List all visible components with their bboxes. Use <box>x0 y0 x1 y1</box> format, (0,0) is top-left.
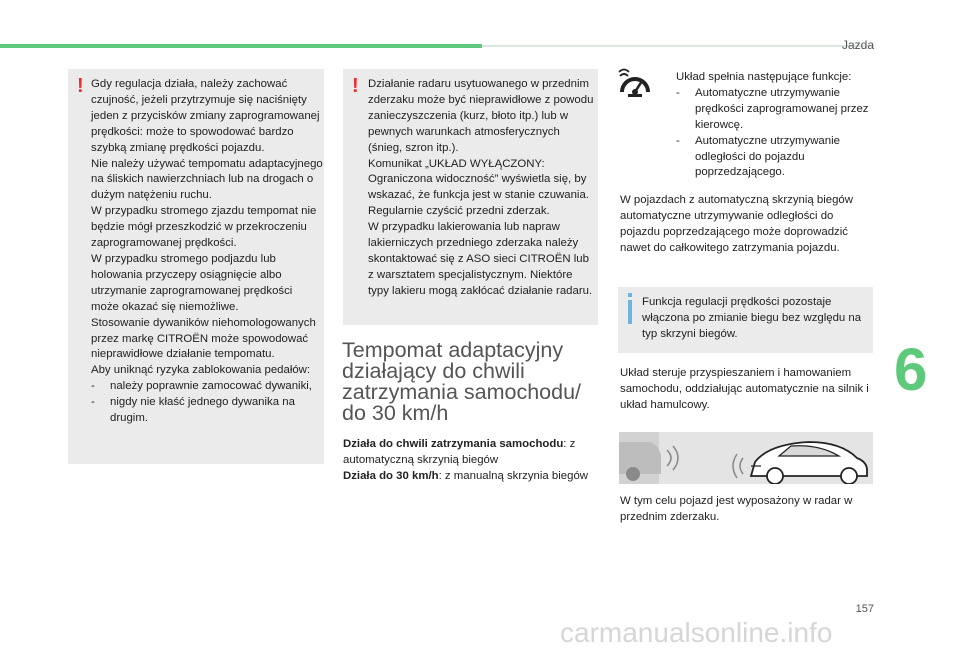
paragraph: Komunikat „UKŁAD WYŁĄCZONY: Ograniczona widoczność” wyświetla się, by wskazać, że funkcja jest w stanie czuwania. <box>368 157 589 202</box>
paragraph: W tym celu pojazd jest wyposażony w radar w przednim zderzaku. <box>620 495 853 523</box>
paragraph: Nie należy używać tempomatu adaptacyjnego na śliskich nawierzchniach lub na drogach o dużym natężeniu ruchu. <box>91 157 323 202</box>
paragraph: Działa do chwili zatrzymania samochodu: z automatyczną skrzynią biegów <box>343 438 576 466</box>
list-item: - Automatyczne utrzymywanie prędkości zaprogramowanej przez kierowcę. <box>676 86 869 131</box>
paragraph: Gdy regulacja działa, należy zachować czujność, jeżeli przytrzymuje się naciśnięty jeden z przycisków zmiany zaprogramowanej prędkości: może to spowodować bardzo szybką zmianę prędkości pojazdu. <box>91 78 320 154</box>
info-box-text: Funkcja regulacji prędkości pozostaje włączona po zmianie biegu bez względu na typ skrzyni biegów. <box>642 296 862 340</box>
paragraph: Działanie radaru usytuowanego w przednim zderzaku może być nieprawidłowe z powodu zanieczyszczenia (kurz, błoto itp.) lub w pewnych warunkach atmosferycznych (śnieg, szron itp.). <box>368 78 594 154</box>
functions-list <box>676 70 872 181</box>
list-item: - nigdy nie kłaść jednego dywanika na drugim. <box>91 396 295 425</box>
radar-speedometer-icon <box>618 68 652 98</box>
paragraph: W przypadku lakierowania lub napraw lakierniczych przedniego zderzaka należy skontaktować się z ASO sieci CITROËN lub z warsztatem specjalistycznym. Niektóre typy lakieru mogą zakłócać działanie radaru. <box>368 221 593 297</box>
section-heading: Tempomat adaptacyjny działający do chwili zatrzymania samochodu/ do 30 km/h <box>342 338 581 425</box>
section-intro <box>343 437 603 485</box>
page-number: 157 <box>855 603 874 615</box>
info-box <box>618 287 873 353</box>
warning-box-radar <box>343 69 598 325</box>
paragraph: Regularnie czyścić przedni zderzak. <box>368 205 550 218</box>
list-item: - należy poprawnie zamocować dywaniki, <box>91 380 312 393</box>
car-radar-illustration <box>619 432 873 484</box>
list-item: - Automatyczne utrzymywanie odległości do pojazdu poprzedzającego. <box>676 134 840 179</box>
warning-box-text <box>91 77 323 427</box>
paragraph: Stosowanie dywaników niehomologowanych przez markę CITROËN może spowodować nieprawidłowe działanie tempomatu. <box>91 316 316 361</box>
warning-exclamation-icon: ! <box>77 75 84 97</box>
section-name: Jazda <box>841 38 874 52</box>
warning-box-pedals <box>68 69 324 464</box>
paragraph: Układ steruje przyspieszaniem i hamowaniem samochodu, oddziałując automatycznie na silnik i układ hamulcowy. <box>620 367 869 411</box>
paragraph: W przypadku stromego podjazdu lub holowania przyczepy osiągnięcie albo utrzymanie zaprogramowanej prędkości może okazać się niemożliwe. <box>91 252 293 313</box>
info-icon <box>628 293 632 325</box>
header-accent-bar <box>0 44 482 48</box>
header-rule <box>482 45 874 47</box>
paragraph: Działa do 30 km/h: z manualną skrzynia biegów <box>343 469 589 482</box>
warning-box-text <box>368 77 594 300</box>
chapter-number: 6 <box>894 336 928 403</box>
paragraph: W pojazdach z automatyczną skrzynią biegów automatyczne utrzymywanie odległości do pojazdu poprzedzającego może doprowadzić nawet do całkowitego zatrzymania pojazdu. <box>620 194 853 254</box>
functions-intro: Układ spełnia następujące funkcje: <box>676 71 852 83</box>
svg-text:carmanualsonline.info: carmanualsonline.info <box>560 617 833 648</box>
paragraph: Aby uniknąć ryzyka zablokowania pedałów: <box>91 364 311 377</box>
paragraph: W przypadku stromego zjazdu tempomat nie będzie mógł przeszkodzić w przekroczeniu zaprogramowanej prędkości. <box>91 205 317 250</box>
watermark-logo <box>560 616 950 649</box>
warning-exclamation-icon: ! <box>352 75 359 97</box>
